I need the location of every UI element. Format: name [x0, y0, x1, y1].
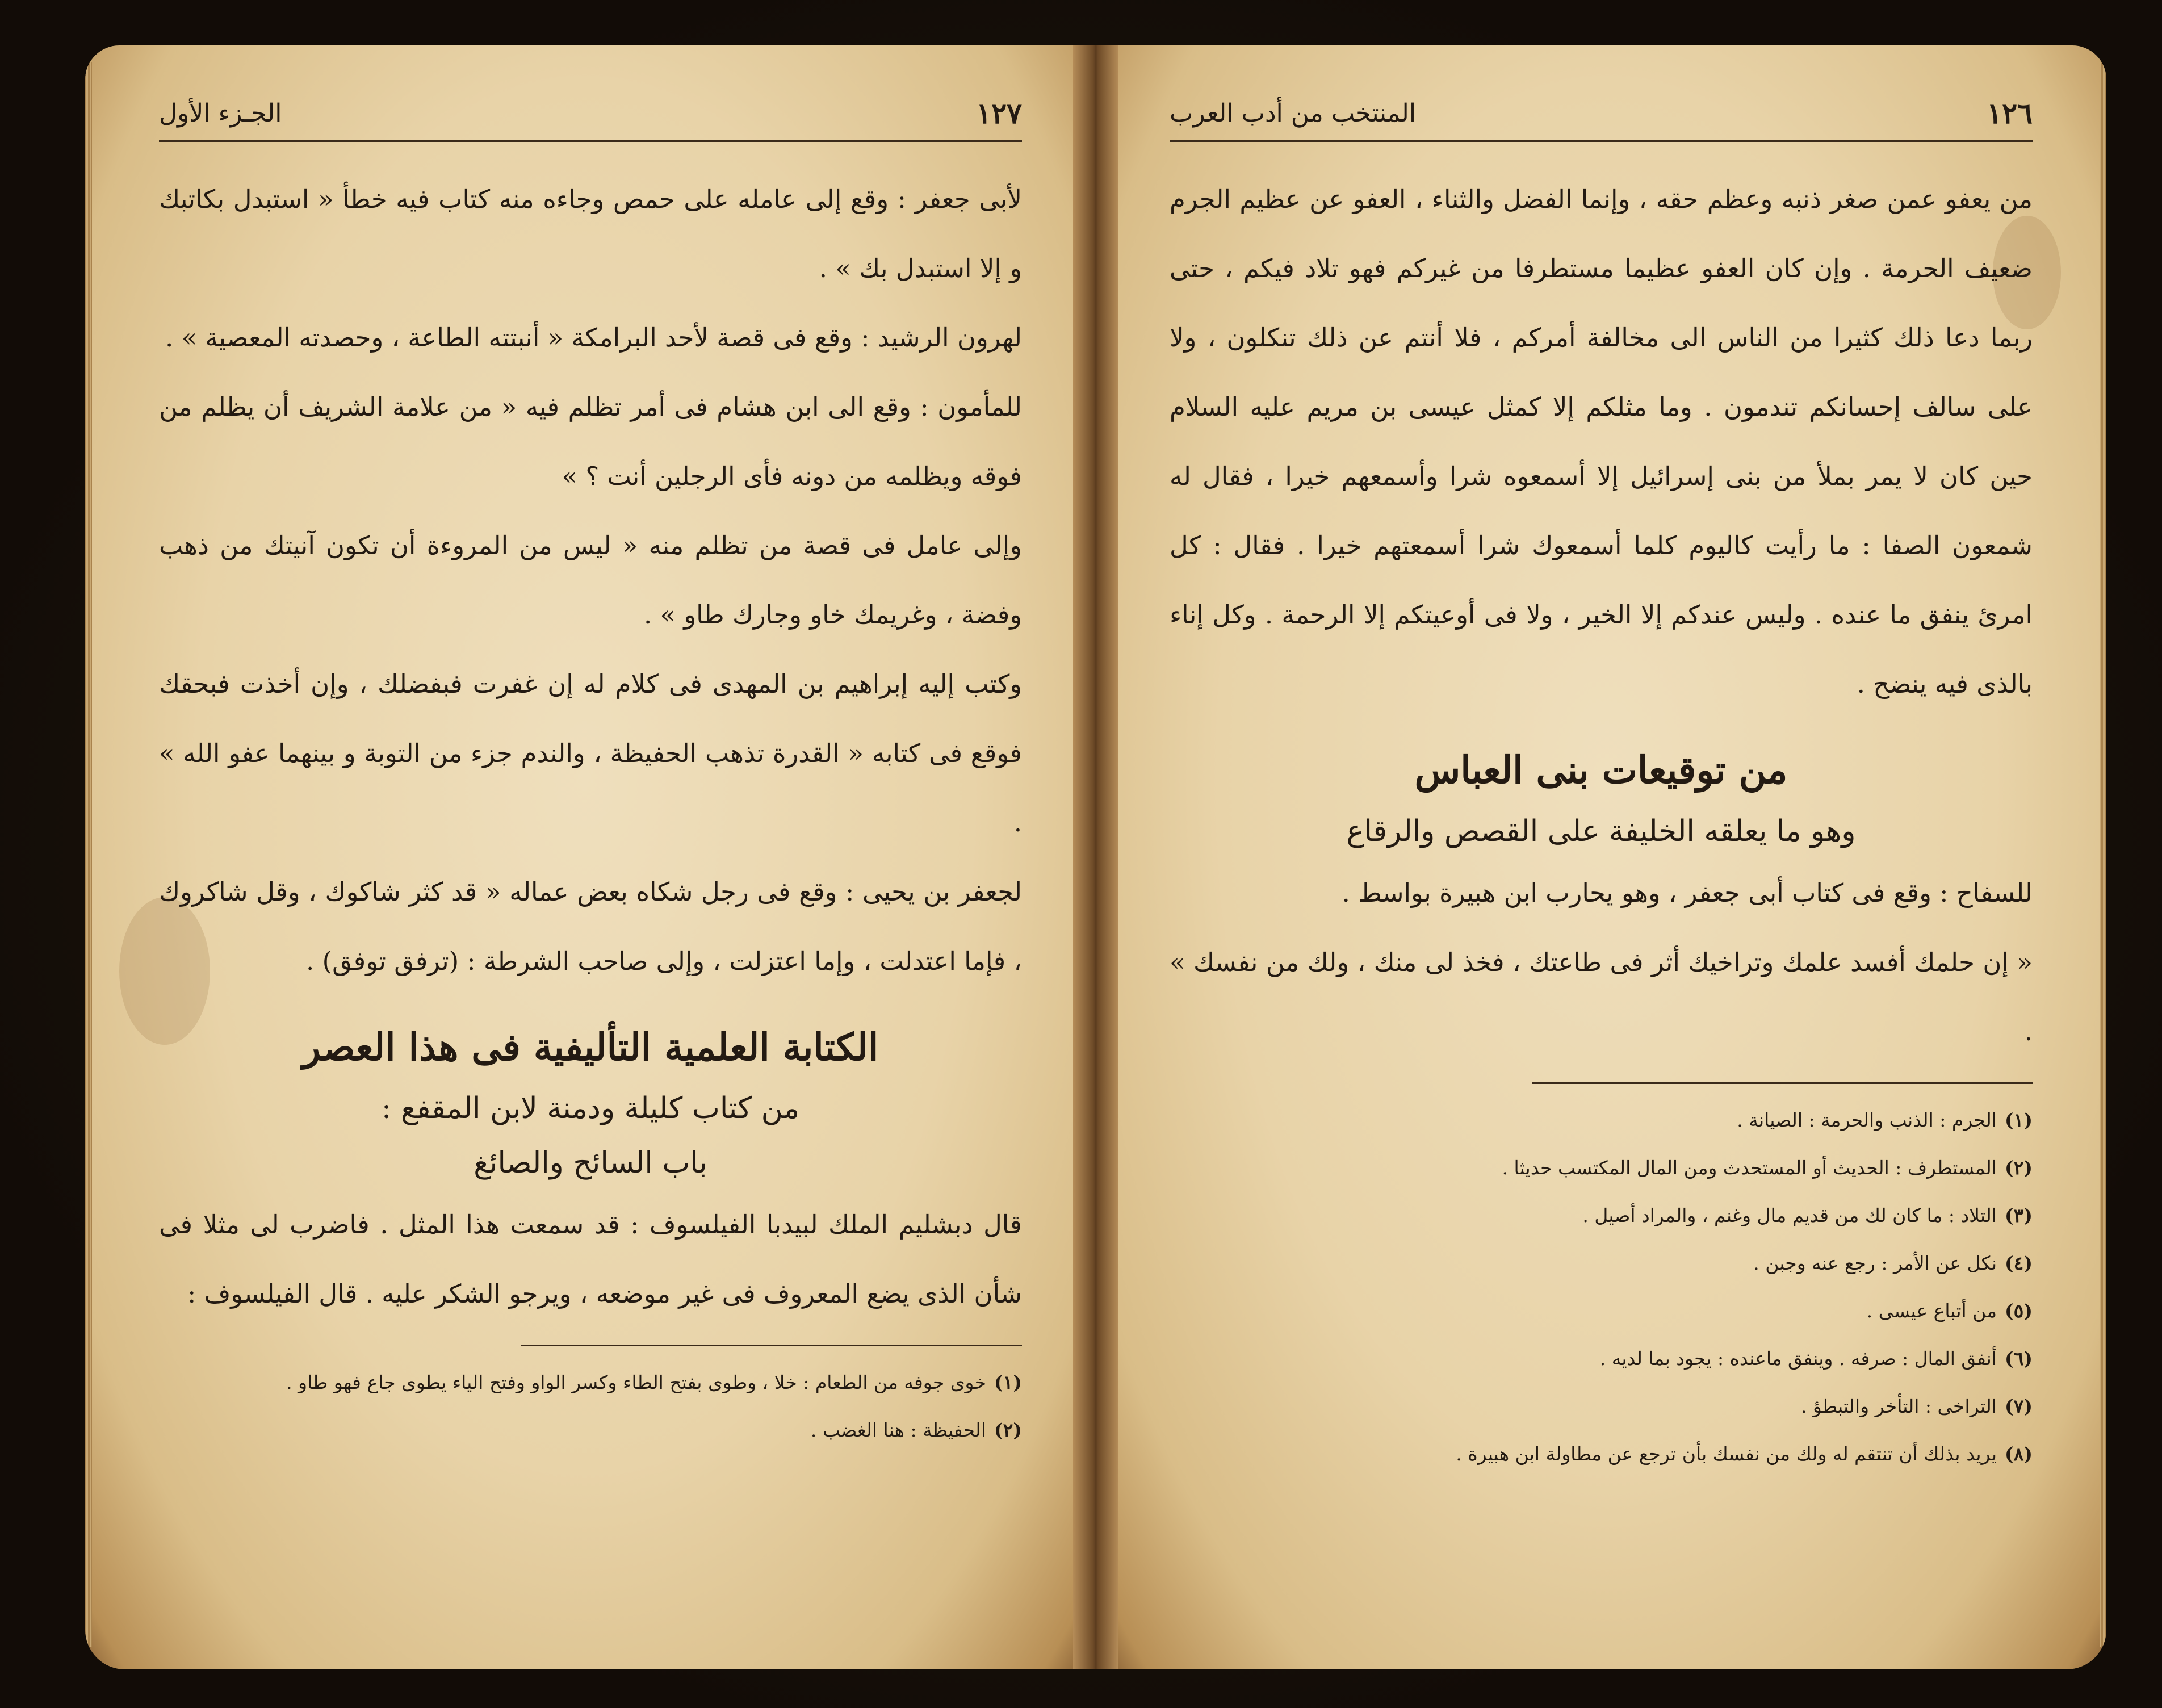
left-paragraph: لجعفر بن يحيى : وقع فى رجل شكاه بعض عماله « قد كثر شاكوك ، وقل شاكروك ، فإما اعتدلت ، وإما اعتزلت ، وإلى صاحب الشرطة : (ترفق توفق) .: [159, 877, 1022, 976]
footnote-item: [1170, 1287, 2033, 1335]
left-chapter-title: باب السائح والصائغ: [474, 1146, 707, 1180]
right-section-title: من توقيعات بنى العباس: [1414, 748, 1788, 792]
footnote-number: (٢): [994, 1419, 1022, 1441]
footnote-item: [1170, 1335, 2033, 1383]
right-tawqi-paragraph: للسفاح : وقع فى كتاب أبى جعفر ، وهو يحارب ابن هبيرة بواسط .: [1342, 878, 2033, 908]
left-page-number: ١٢٧: [976, 97, 1022, 130]
left-paragraph: لأبى جعفر : وقع إلى عامله على حمص وجاءه منه كتاب فيه خطأ « استبدل بكاتبك و إلا استبدل بك » .: [159, 184, 1022, 283]
footnote-item: [1170, 1240, 2033, 1287]
left-footnote-rule: [521, 1345, 1022, 1346]
footnote-item: [1170, 1144, 2033, 1192]
left-page: [85, 45, 1084, 1669]
right-sub-title: وهو ما يعلقه الخليفة على القصص والرقاع: [1346, 814, 1856, 848]
right-tawqi-paragraph: « إن حلمك أفسد علمك وتراخيك أثر فى طاعتك ، فخذ لى منك ، ولك من نفسك » .: [1170, 947, 2033, 1046]
left-paragraph: للمأمون : وقع الى ابن هشام فى أمر تظلم فيه « من علامة الشريف أن يظلم من فوقه ويظلمه من دونه فأى الرجلين أنت ؟ »: [159, 392, 1022, 491]
right-page-edges: [2100, 62, 2106, 1647]
left-closing-paragraph: قال دبشليم الملك لبيدبا الفيلسوف : قد سمعت هذا المثل . فاضرب لى مثلا فى شأن الذى يضع المعروف فى غير موضعه ، ويرجو الشكر عليه . قال الفيلسوف :: [159, 1209, 1022, 1309]
footnote-number: (١): [994, 1371, 1022, 1393]
footnote-text: يريد بذلك أن تنتقم له ولك من نفسك بأن ترجع عن مطاولة ابن هبيرة .: [1456, 1443, 1997, 1465]
footnote-number: (٦): [2005, 1347, 2033, 1370]
footnote-number: (٥): [2005, 1300, 2033, 1322]
left-paragraph: لهرون الرشيد : وقع فى قصة لأحد البرامكة « أنبتته الطاعة ، وحصدته المعصية » .: [165, 323, 1022, 353]
footnote-item: [1170, 1192, 2033, 1240]
footnote-text: نكل عن الأمر : رجع عنه وجبن .: [1753, 1252, 1997, 1274]
left-section-title: الكتابة العلمية التأليفية فى هذا العصر: [302, 1025, 879, 1069]
footnote-text: خوى جوفه من الطعام : خلا ، وطوى بفتح الطاء وكسر الواو وفتح الياء يطوى جاع فهو طاو .: [286, 1371, 987, 1393]
footnote-text: أنفق المال : صرفه . وينفق ماعنده : يجود بما لديه .: [1599, 1347, 1997, 1370]
footnote-item: [1170, 1383, 2033, 1430]
footnote-text: التراخى : التأخر والتبطؤ .: [1800, 1395, 1997, 1417]
right-page: [1107, 45, 2106, 1669]
left-paragraph: وإلى عامل فى قصة من تظلم منه « ليس من المروءة أن تكون آنيتك من ذهب وفضة ، وغريمك خاو وجارك طاو » .: [159, 530, 1022, 630]
footnote-item: [1170, 1096, 2033, 1144]
footnote-number: (٧): [2005, 1395, 2033, 1417]
footnote-number: (٣): [2005, 1204, 2033, 1226]
footnote-text: الجرم : الذنب والحرمة : الصيانة .: [1737, 1109, 1997, 1131]
footnote-text: المستطرف : الحديث أو المستحدث ومن المال المكتسب حديثا .: [1502, 1157, 1997, 1179]
left-page-content: [159, 97, 1022, 1601]
footnote-item: [159, 1406, 1022, 1454]
open-book: [85, 45, 2106, 1669]
left-sub-title: من كتاب كليلة ودمنة لابن المقفع :: [381, 1091, 800, 1125]
right-footnote-rule: [1532, 1082, 2033, 1084]
footnote-number: (١): [2005, 1109, 2033, 1131]
left-running-title: الجـزء الأول: [159, 99, 282, 128]
right-page-number: ١٢٦: [1987, 97, 2033, 130]
footnote-item: [159, 1359, 1022, 1406]
footnote-text: الحفيظة : هنا الغضب .: [810, 1419, 987, 1441]
footnote-text: من أتباع عيسى .: [1866, 1300, 1997, 1322]
book-gutter: [1073, 45, 1118, 1669]
right-running-head: [1170, 97, 2033, 142]
right-paragraph: من يعفو عمن صغر ذنبه وعظم حقه ، وإنما الفضل والثناء ، العفو عن عظيم الجرم ضعيف الحرمة . وإن كان العفو عظيما مستطرفا من غيركم فهو تلاد فيكم ، حتى ربما دعا ذلك كثيرا من الناس الى مخالفة أمركم ، فلا أنتم عن ذلك تنكلون ، ولا على سالف إحسانكم تندمون . وما مثلكم إلا كمثل عيسى بن مريم عليه السلام حين كان لا يمر بملأ من بنى إسرائيل إلا أسمعوه شرا وأسمعهم خيرا ، فقال له شمعون الصفا : ما رأيت كاليوم كلما أسمعوك شرا أسمعتهم خيرا . فقال : كل امرئ ينفق ما عنده . وليس عندكم إلا الخير ، ولا فى أوعيتكم إلا الرحمة . وكل إناء بالذى فيه ينضح .: [1170, 184, 2033, 699]
left-footnotes: [159, 1359, 1022, 1454]
footnote-text: التلاد : ما كان لك من قديم مال وغنم ، والمراد أصيل .: [1582, 1204, 1997, 1226]
footnote-number: (٤): [2005, 1252, 2033, 1274]
right-running-title: المنتخب من أدب العرب: [1170, 99, 1417, 128]
right-page-content: [1170, 97, 2033, 1601]
left-running-head: [159, 97, 1022, 142]
footnote-number: (٢): [2005, 1157, 2033, 1179]
footnote-number: (٨): [2005, 1443, 2033, 1465]
right-footnotes: [1170, 1096, 2033, 1478]
left-paragraph: وكتب إليه إبراهيم بن المهدى فى كلام له إن غفرت فبفضلك ، وإن أخذت فبحقك فوقع فى كتابه « القدرة تذهب الحفيظة ، والندم جزء من التوبة و بينهما عفو الله » .: [159, 669, 1022, 838]
footnote-item: [1170, 1430, 2033, 1478]
left-page-edges: [85, 62, 92, 1647]
